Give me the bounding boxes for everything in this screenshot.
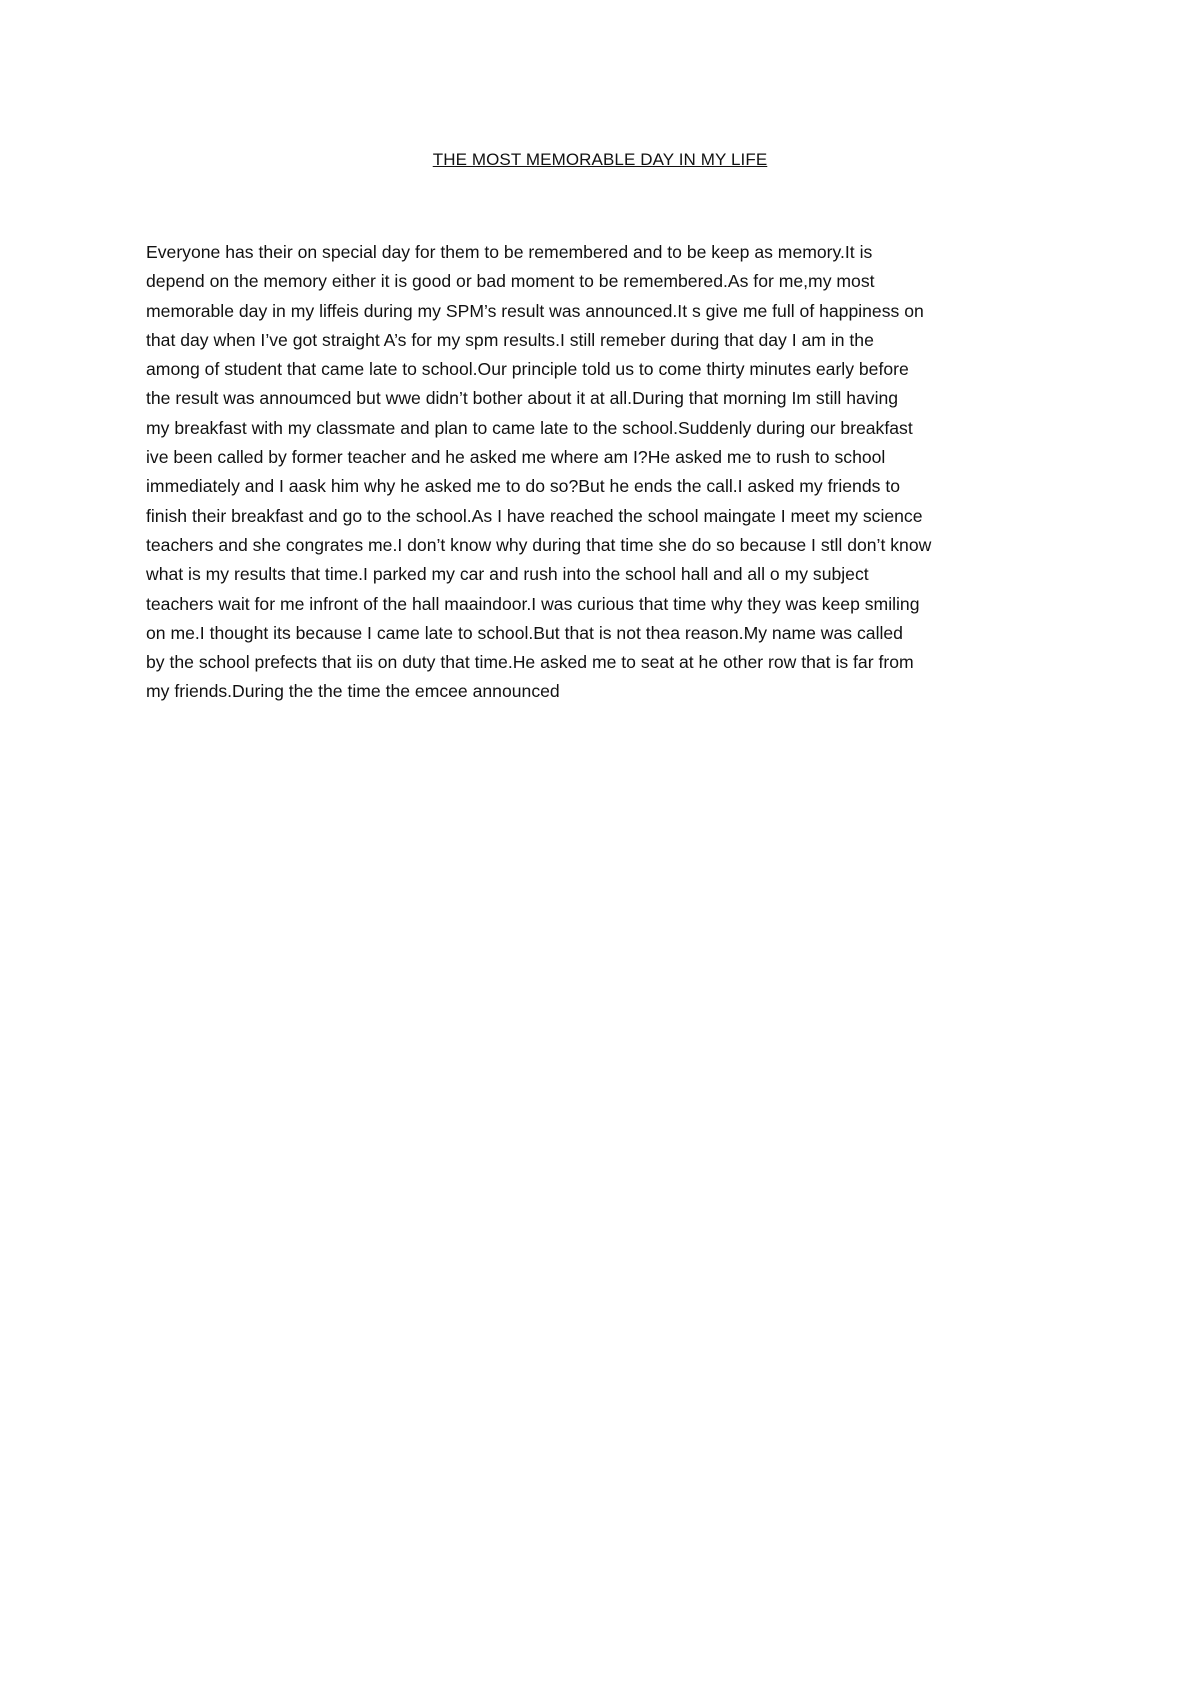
essay-line: teachers wait for me infront of the hall maaindoor.I was curious that time why they was keep smiling [146,593,920,614]
essay-line: immediately and I aask him why he asked me to do so?But he ends the call.I asked my friends to [146,476,900,497]
essay-line: among of student that came late to school.Our principle told us to come thirty minutes early before [146,359,909,380]
essay-line: my friends.During the the time the emcee announced [146,681,560,702]
essay-line: my breakfast with my classmate and plan to came late to the school.Suddenly during our breakfast [146,417,913,438]
essay-line: what is my results that time.I parked my car and rush into the school hall and all o my subject [146,564,869,585]
essay-line: on me.I thought its because I came late to school.But that is not thea reason.My name was called [146,622,903,643]
essay-line: that day when I’ve got straight A’s for my spm results.I still remeber during that day I am in the [146,329,874,350]
essay-line: memorable day in my liffeis during my SPM’s result was announced.It s give me full of happiness on [146,300,924,321]
essay-line: finish their breakfast and go to the school.As I have reached the school maingate I meet my science [146,505,923,526]
essay-line: Everyone has their on special day for them to be remembered and to be keep as memory.It is [146,242,873,262]
essay-line: by the school prefects that iis on duty that time.He asked me to seat at he other row that is far from [146,652,914,673]
essay-line: depend on the memory either it is good or bad moment to be remembered.As for me,my most [146,271,875,292]
essay-line: the result was annoumced but wwe didn’t bother about it at all.During that morning Im still having [146,388,899,409]
essay-line: teachers and she congrates me.I don’t know why during that time she do so because I stll don’t know [146,534,932,555]
document-title: THE MOST MEMORABLE DAY IN MY LIFE [432,150,768,169]
essay-body [146,238,1076,707]
essay-line: ive been called by former teacher and he asked me where am I?He asked me to rush to school [146,447,886,468]
